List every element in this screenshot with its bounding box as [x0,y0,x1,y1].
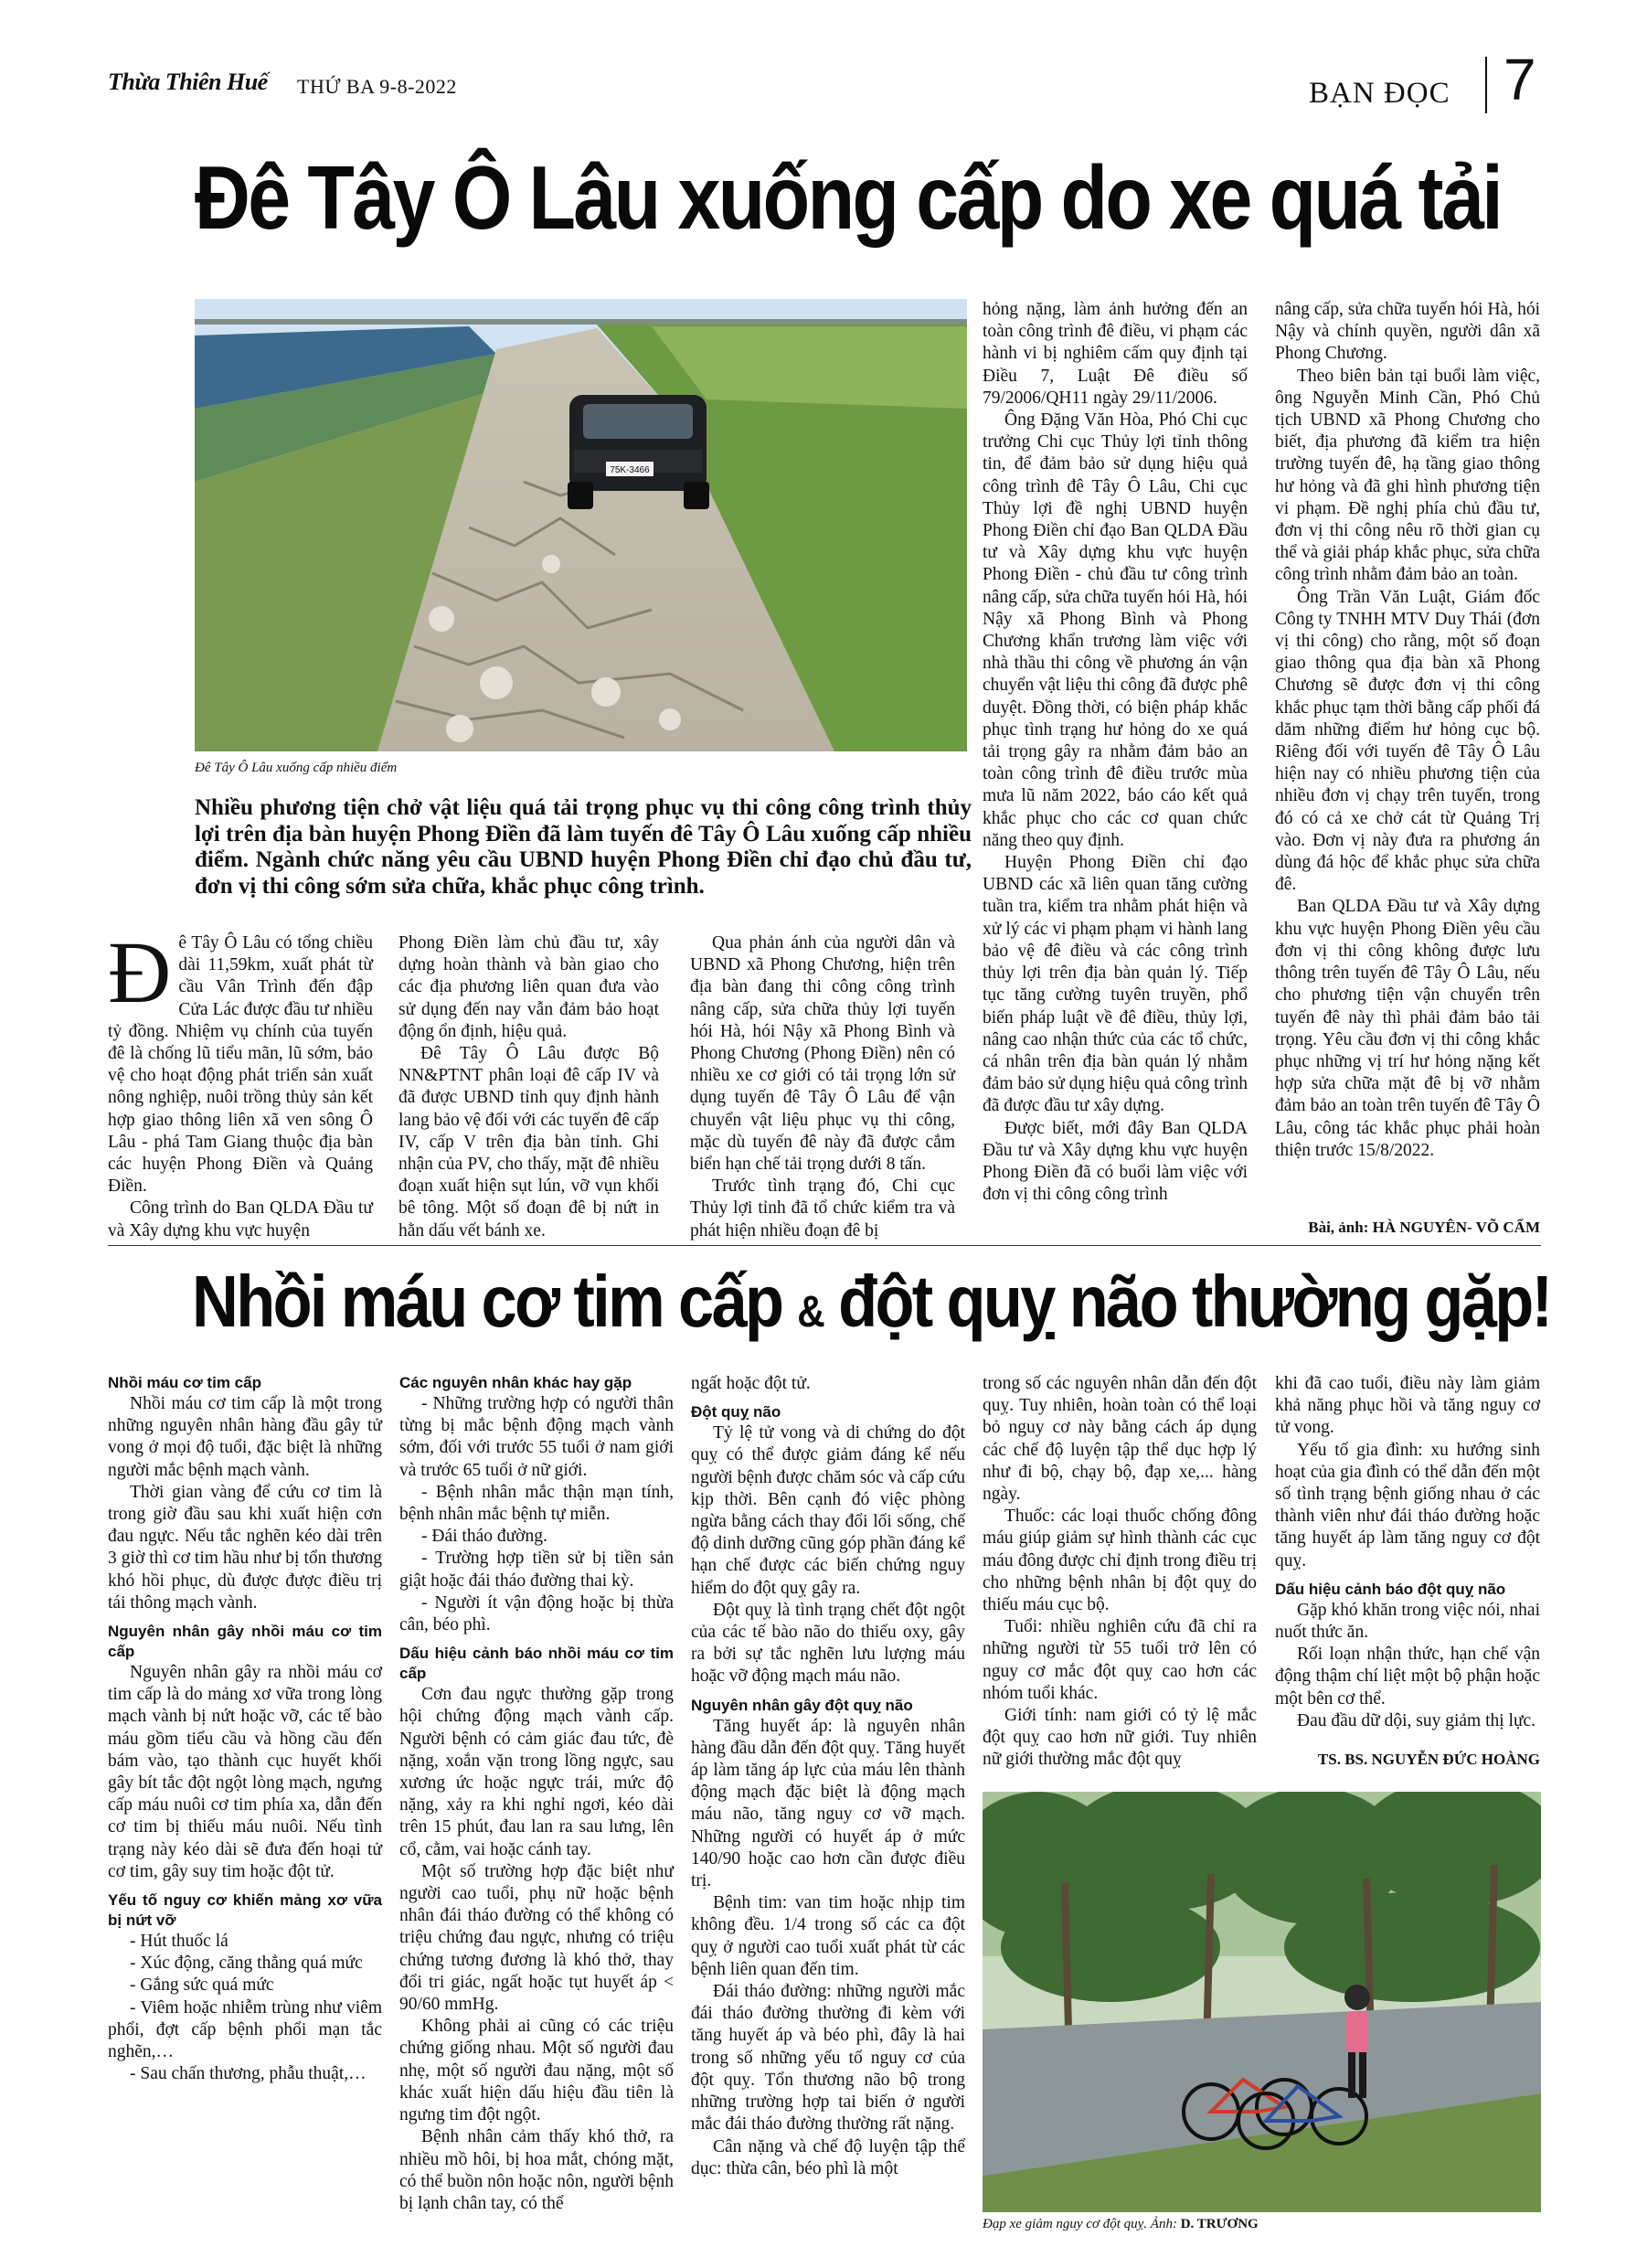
article1-lead: Nhiều phương tiện chở vật liệu quá tải trọng phục vụ thi công công trình thủy lợi trên địa bàn huyện Phong Điền đã làm tuyến đê Tây Ô Lâu xuống cấp nhiều điểm. Ngành chức năng yêu cầu UBND huyện Phong Điền chỉ đạo chủ đầu tư, đơn vị thi công sớm sửa chữa, khắc phục công trình. [195,795,972,899]
article2-col5: khi đã cao tuổi, điều này làm giảm khả năng phục hồi và tăng nguy cơ tử vong. Yếu tố gia đình: xu hướng sinh hoạt của gia đình có thể dẫn đến một số tình trạng bệnh giống nhau ở các thành viên như đái tháo đường hoặc tăng huyết áp làm tăng nguy cơ đột quỵ. Dấu hiệu cảnh báo đột quỵ não Gặp khó khăn trong việc nói, nhai nuốt thức ăn. Rối loạn nhận thức, hạn chế vận động thậm chí liệt một bộ phận hoặc một bên cơ thể. Đau đầu dữ dội, suy giảm thị lực. [1275,1374,1540,1730]
subhead: Yếu tố nguy cơ khiến mảng xơ vữa bị nứt vỡ [108,1891,382,1930]
article2-col1: Nhồi máu cơ tim cấp Nhồi máu cơ tim cấp là một trong những nguyên nhân hàng đầu gây tử vong ở mọi độ tuổi, đặc biệt là những người mắc bệnh mạch vành. Thời gian vàng để cứu cơ tim là trong giờ đầu sau khi xuất hiện cơn đau ngực. Nếu tắc nghẽn kéo dài trên 3 giờ thì cơ tim hầu như bị tổn thương khó hồi phục, dù được được điều trị tái thông mạch vành. Nguyên nhân gây nhồi máu cơ tim cấp Nguyên nhân gây ra nhồi máu cơ tim cấp là do mảng xơ vữa trong lòng mạch vành bị nứt hoặc vỡ, các tế bào máu gồm tiểu cầu và hồng cầu đến bám vào, tạo thành cục huyết khối gây bít tắc đột ngột lòng mạch, ngưng cấp máu nuôi cơ tim phía xa, dẫn đến cơ tim bị thiếu máu nuôi. Nếu tình trạng này kéo dài sẽ đưa đến hoại tử cơ tim, gây suy tim hoặc đột tử. Yếu tố nguy cơ khiến mảng xơ vữa bị nứt vỡ - Hút thuốc lá - Xúc động, căng thẳng quá mức - Gắng sức quá mức - Viêm hoặc nhiễm trùng như viêm phổi, đợt cấp bệnh phổi mạn tắc nghẽn,… - Sau chấn thương, phẫu thuật,… [108,1374,382,2084]
article2-col2: Các nguyên nhân khác hay gặp - Những trường hợp có người thân từng bị mắc bệnh động mạch vành sớm, đối với trước 55 tuổi ở nam giới và trước 65 tuổi ở nữ giới. - Bệnh nhân mắc thận mạn tính, bệnh nhân mắc bệnh tự miễn. - Đái tháo đường. - Trường hợp tiền sử bị tiền sản giật hoặc đái tháo đường thai kỳ. - Người ít vận động hoặc bị thừa cân, béo phì. Dấu hiệu cảnh báo nhồi máu cơ tim cấp Cơn đau ngực thường gặp trong hội chứng động mạch vành cấp. Người bệnh có cảm giác đau tức, đè nặng, xoắn vặn trong lồng ngực, sau xương ức hoặc ngực trái, mức độ nặng, xảy ra khi nghỉ ngơi, kéo dài trên 15 phút, đau lan ra sau lưng, lên cổ, cằm, vai hoặc cánh tay. Một số trường hợp đặc biệt như người cao tuổi, phụ nữ hoặc bệnh nhân đái tháo đường có thể không có triệu chứng đau ngực, nhưng có triệu chứng tương đương là khó thở, thay đổi tri giác, ngất hoặc tụt huyết áp < 90/60 mmHg. Không phải ai cũng có các triệu chứng giống nhau. Một số người đau nhẹ, một số người đau nặng, một số khác xuất hiện dấu hiệu đầu tiên là ngưng tim đột ngột. Bệnh nhân cảm thấy khó thở, ra nhiều mồ hôi, bị hoa mắt, chóng mặt, có thể buồn nôn hoặc nôn, người bệnh bị lạnh chân tay, có thể [399,1374,674,2213]
dropcap: Đ [108,923,172,1021]
cycling-photo-caption: Đạp xe giảm nguy cơ đột quỵ. Ảnh: D. TRƯƠNG [983,2217,1259,2231]
article2-col4: trong số các nguyên nhân dẫn đến đột quỵ. Tuy nhiên, hoàn toàn có thể loại bỏ nguy cơ này bằng cách áp dụng các chế độ luyện tập thể dục hợp lý như đi bộ, chạy bộ, đạp xe,... hàng ngày. Thuốc: các loại thuốc chống đông máu giúp giảm sự hình thành các cục máu đông được chỉ định trong điều trị cho những bệnh nhân bị đột quỵ do thiếu máu cục bộ. Tuổi: nhiều nghiên cứu đã chỉ ra những người từ 55 tuổi trở lên có nguy cơ mắc đột quỵ cao hơn các nhóm tuổi khác. Giới tính: nam giới có tỷ lệ mắc đột quỵ cao hơn nữ giới. Tuy nhiên nữ giới thường mắc đột quỵ [983,1374,1257,1770]
subhead: Dấu hiệu cảnh báo đột quỵ não [1275,1580,1506,1598]
article1-col3: Qua phản ánh của người dân và UBND xã Phong Chương, hiện trên địa bàn đang thi công công trình nâng cấp, sửa chữa thủy lợi tuyến hói Hà, hói Nậy xã Phong Bình và Phong Chương (Phong Điền) nên có nhiều xe cơ giới có tải trọng lớn sử dụng tuyến đê Tây Ô Lâu để vận chuyển vật liệu phục vụ thi công, mặc dù tuyến đê này đã được cắm biển hạn chế tải trọng dưới 8 tấn. Trước tình trạng đó, Chi cục Thủy lợi tỉnh đã tổ chức kiểm tra và phát hiện nhiều đoạn đê bị [690,933,955,1240]
subhead: Đột quỵ não [691,1403,781,1421]
subhead: Nhồi máu cơ tim cấp [108,1374,261,1391]
article1-col4: hỏng nặng, làm ảnh hưởng đến an toàn công trình đê điều, vi phạm các hành vi bị nghiêm cấm quy định tại Điều 7, Luật Đê điều số 79/2006/QH11 ngày 29/11/2006. Ông Đặng Văn Hòa, Phó Chi cục trưởng Chi cục Thủy lợi tỉnh thông tin, để đảm bảo sử dụng hiệu quả công trình đê Tây Ô Lâu, Chi cục Thủy lợi đề nghị UBND huyện Phong Điền chỉ đạo Ban QLDA Đầu tư và Xây dựng khu vực huyện Phong Điền - chủ đầu tư công trình nâng cấp, sửa chữa tuyến hói Hà, hói Nậy xã Phong Bình và Phong Chương khẩn trương làm việc với nhà thầu thi công về phương án vận chuyển vật liệu thi công đã được phê duyệt. Đồng thời, có biện pháp khắc phục tình trạng hư hỏng do xe quá tải trọng gây ra nhằm đảm bảo an toàn công trình đê điều trước mùa mưa lũ năm 2022, báo cáo kết quả khắc phục cho các cơ quan chức năng theo quy định. Huyện Phong Điền chỉ đạo UBND các xã liên quan tăng cường tuần tra, kiểm tra nhằm phát hiện và xử lý các vi phạm phạm vi hành lang bảo vệ đê điều và các công trình thủy lợi trên địa bàn quản lý. Tiếp tục tăng cường tuyên truyền, phổ biến pháp luật về đê điều, thủy lợi, nâng cao nhận thức của các tổ chức, cá nhân trên địa bàn quản lý nhằm đảm bảo sử dụng hiệu quả công trình đã được đầu tư xây dựng. Được biết, mới đây Ban QLDA Đầu tư và Xây dựng khu vực huyện Phong Điền đã có buổi làm việc với đơn vị thi công công trình [983,300,1248,1205]
article2-col3: ngất hoặc đột tử. Đột quỵ não Tỷ lệ tử vong và di chứng do đột quỵ có thể được giảm đáng kể nếu người bệnh được chăm sóc và cấp cứu kịp thời. Bên cạnh đó việc phòng ngừa bằng cách thay đổi lối sống, chế độ dinh dưỡng cũng góp phần đáng kể hạn chế được các biến chứng nguy hiểm do đột quỵ gây ra. Đột quỵ là tình trạng chết đột ngột của các tế bào não do thiếu oxy, gây ra bởi sự tắc nghẽn lưu lượng máu hoặc vỡ động mạch máu não. Nguyên nhân gây đột quỵ não Tăng huyết áp: là nguyên nhân hàng đầu dẫn đến đột quỵ. Tăng huyết áp làm tăng áp lực của máu lên thành động mạch đặc biệt là động mạch máu não, tăng nguy cơ vỡ mạch. Những người có huyết áp ở mức 140/90 hoặc cao hơn cần được điều trị. Bệnh tim: van tim hoặc nhịp tim không đều. 1/4 trong số các ca đột quỵ ở người cao tuổi xuất phát từ các bệnh liên quan đến tim. Đái tháo đường: những người mắc đái tháo đường thường đi kèm với tăng huyết áp và béo phì, đây là hai trong số những yếu tố nguy cơ của đột quỵ. Tổn thương não bộ trong những trường hợp tai biến ở người mắc đái tháo đường thường rất nặng. Cân nặng và chế độ luyện tập thể dục: thừa cân, béo phì là một [691,1374,965,2178]
article-divider [108,1245,1541,1246]
paper-name: Thừa Thiên Huế [108,69,268,95]
article1-headline: Đê Tây Ô Lâu xuống cấp do xe quá tải [195,147,1502,248]
section-name: BẠN ĐỌC [1309,77,1450,110]
article1-photo-caption: Đê Tây Ô Lâu xuống cấp nhiều điểm [195,761,398,775]
cycling-photo-drawing [983,1792,1541,2212]
article2-byline: TS. BS. NGUYỄN ĐỨC HOÀNG [1317,1751,1540,1768]
article1-col2: Phong Điền làm chủ đầu tư, xây dựng hoàn thành và bàn giao cho các địa phương liên quan đưa vào sử dụng đến nay vẫn đảm bảo hoạt động ổn định, hiệu quả. Đê Tây Ô Lâu được Bộ NN&PTNT phân loại đê cấp IV và đã được UBND tỉnh quy định hành lang bảo vệ đối với các tuyến đê cấp IV, cấp V trên địa bàn tỉnh. Ghi nhận của PV, cho thấy, mặt đê nhiều đoạn xuất hiện sụt lún, vỡ vụn khối bê tông. Một số đoạn đê bị nứt in hằn dấu vết bánh xe. [398,933,659,1240]
article1-col5: nâng cấp, sửa chữa tuyến hói Hà, hói Nậy và chính quyền, người dân xã Phong Chương. Theo biên bản tại buổi làm việc, ông Nguyễn Minh Cần, Phó Chủ tịch UBND xã Phong Chương cho biết, địa phương đã kiểm tra hiện trường tuyến đê, hạ tầng giao thông hư hỏng và đã ghi hình phương tiện vi phạm. Đề nghị phía chủ đầu tư, đơn vị thi công nêu rõ thời gian cụ thể và giải pháp khắc phục, sửa chữa công trình nhằm đảm bảo an toàn. Ông Trần Văn Luật, Giám đốc Công ty TNHH MTV Duy Thái (đơn vị thi công) cho rằng, một số đoạn giao thông qua địa bàn xã Phong Chương sẽ được đơn vị thi công khắc phục tạm thời bằng cấp phối đá dăm những điểm hư hỏng cục bộ. Riêng đối với tuyến đê Tây Ô Lâu hiện nay có nhiều phương tiện của nhiều đơn vị chạy trên tuyến, trong đó có cả xe chở cát từ Quảng Trị vào. Đơn vị này đưa ra phương án dùng đá hộc để khắc phục sửa chữa đê. Ban QLDA Đầu tư và Xây dựng khu vực huyện Phong Điền yêu cầu đơn vị thi công không được lưu thông trên tuyến đê Tây Ô Lâu, nếu cho phương tiện vận chuyển trên tuyến đê này thì phải đảm bảo tải trọng. Yêu cầu đơn vị thi công khắc phục những vị trí hư hỏng nặng kết hợp sửa chữa mặt đê bị vỡ nhằm đảm bảo an toàn trên tuyến đê Tây Ô Lâu, công tác khắc phục phải hoàn thiện trước 15/8/2022. [1275,300,1540,1160]
cycling-photo [983,1792,1541,2212]
subhead: Các nguyên nhân khác hay gặp [399,1374,632,1391]
article2-headline: Nhồi máu cơ tim cấp & đột quỵ não thường gặp! [192,1261,1551,1342]
masthead-divider [1485,57,1487,113]
svg-text:75K-3466: 75K-3466 [610,465,650,475]
subhead: Nguyên nhân gây nhồi máu cơ tim cấp [108,1623,382,1661]
dyke-photo [195,299,967,751]
dyke-photo-drawing [195,299,967,751]
subhead: Nguyên nhân gây đột quỵ não [691,1696,913,1714]
article1-col1: Đê Tây Ô Lâu có tổng chiều dài 11,59km, xuất phát từ cầu Vân Trình đến đập Cửa Lác được đầu tư nhiều tỷ đồng. Nhiệm vụ chính của tuyến đê là chống lũ tiểu mãn, lũ sớm, bảo vệ cho hoạt động phát triển sản xuất nông nghiệp, nuôi trồng thủy sản kết hợp giao thông liên xã ven sông Ô Lâu - phá Tam Giang thuộc địa bàn các huyện Phong Điền và Quảng Điền. Công trình do Ban QLDA Đầu tư và Xây dựng khu vực huyện [108,923,373,1240]
subhead: Dấu hiệu cảnh báo nhồi máu cơ tim cấp [399,1645,674,1683]
article1-byline: Bài, ảnh: HÀ NGUYÊN- VÕ CẨM [1308,1219,1540,1236]
issue-date: THỨ BA 9-8-2022 [297,75,457,98]
page-number: 7 [1504,47,1536,112]
